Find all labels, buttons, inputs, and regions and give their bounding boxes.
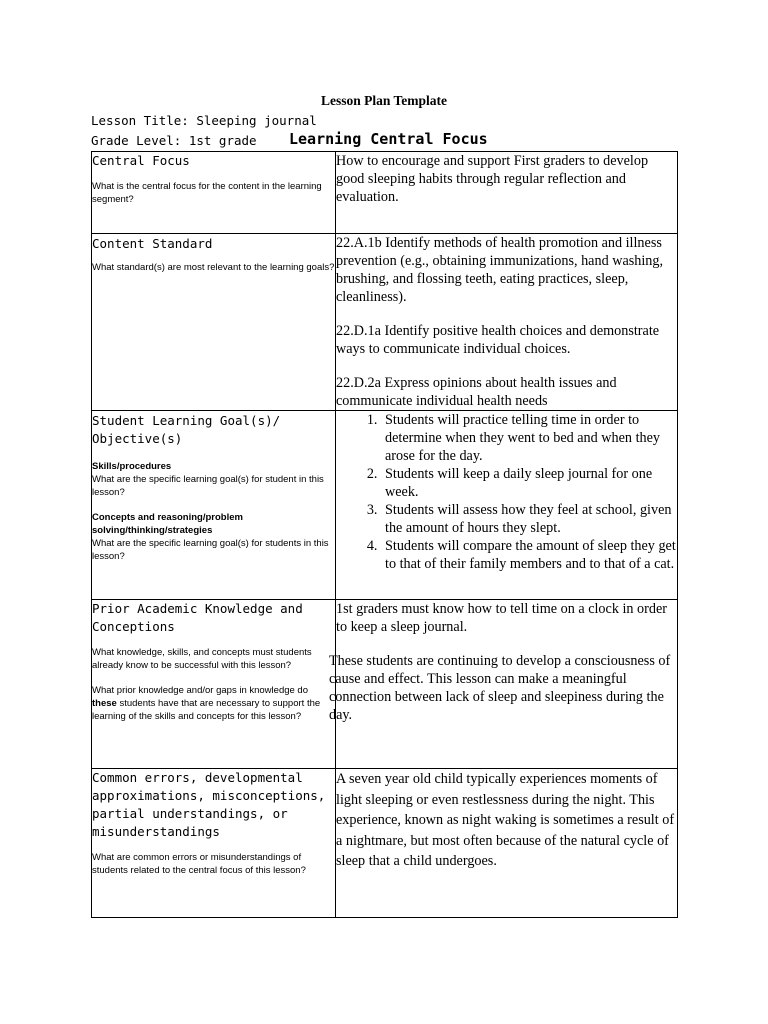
row-heading-common-errors: Common errors, developmental approximations, misconceptions, partial understandings, or misunderstandings [92,770,326,839]
row-content-cell [336,152,678,234]
lesson-plan-table [91,151,678,918]
row-content-cell [329,600,678,769]
row-heading-content-standard: Content Standard [92,236,213,251]
page-title: Lesson Plan Template [320,93,448,108]
lesson-title: Lesson Title: Sleeping journal [91,113,317,128]
table-row-central-focus [92,152,678,234]
skills-label: Skills/procedures [92,461,172,472]
prior-knowledge-text: 1st graders must know how to tell time on a clock in order to keep a sleep journal. [336,601,667,635]
table-row-learning-goals [92,411,678,600]
prompt-text: What prior knowledge and/or gaps in knowledge do [92,685,308,696]
grade-level: Grade Level: 1st grade [91,133,257,148]
concepts-prompt: What are the specific learning goal(s) for students in this lesson? [92,538,329,562]
row-heading-prior-knowledge: Prior Academic Knowledge and Conceptions [92,601,303,634]
prompt-emphasis: these [92,698,117,709]
central-focus-text: How to encourage and support First graders to develop good sleeping habits through regular reflection and evaluation. [336,153,649,205]
row-prompt-central-focus: What is the central focus for the content in the learning segment? [92,181,322,205]
table-row-content-standard [92,234,678,411]
row-label-cell [92,152,336,234]
table-row-common-errors [92,769,678,918]
standard-paragraph: 22.D.2a Express opinions about health issues and communicate individual health needs [336,375,617,409]
list-item: 4. Students will compare the amount of sleep they get to that of their family members and to that of a cat. [381,537,677,573]
prior-knowledge-text: These students are continuing to develop a consciousness of cause and effect. This lesson can make a meaningful connection between lack of sleep and sleepiness during the day. [329,653,671,723]
standard-paragraph: 22.A.1b Identify methods of health promotion and illness prevention (e.g., obtaining immunizations, hand washing, brushing, and flossing teeth, eating practices, sleep, cleanliness). [336,235,664,305]
row-prompt-common-errors: What are common errors or misunderstandings of students related to the central focus of this lesson? [92,852,306,876]
row-label-cell [92,234,336,411]
prompt-text: students have that are necessary to support the learning of the skills and concepts for this lesson? [92,698,321,722]
row-label-cell [92,411,336,600]
concepts-label: Concepts and reasoning/problem solving/thinking/strategies [92,512,243,536]
common-errors-text: A seven year old child typically experiences moments of light sleeping or even restlessness during the night. This experience, known as night waking is sometimes a result of a nightmare, but most often because of the natural cycle of sleep that a child undergoes. [336,771,675,869]
section-title: Learning Central Focus [289,130,488,148]
row-content-cell [336,769,678,918]
row-label-cell [92,600,336,769]
learning-goals-list [336,411,677,573]
standard-paragraph: 22.D.1a Identify positive health choices and demonstrate ways to communicate individual choices. [336,323,660,357]
row-label-cell [92,769,336,918]
row-prompt-prior-knowledge: What knowledge, skills, and concepts must students already know to be successful with this lesson? [92,647,312,671]
row-prompt-prior-gaps [92,684,335,723]
row-content-cell [336,234,678,411]
table-row-prior-knowledge [92,600,678,769]
row-heading-central-focus: Central Focus [92,153,190,168]
row-content-cell [336,411,678,600]
list-item: 3. Students will assess how they feel at school, given the amount of hours they slept. [381,501,677,537]
row-prompt-content-standard: What standard(s) are most relevant to the learning goals? [92,262,335,273]
list-item: 1. Students will practice telling time in order to determine when they went to bed and when they arose for the day. [381,411,677,465]
list-item: 2. Students will keep a daily sleep journal for one week. [381,465,677,501]
row-heading-learning-goals: Student Learning Goal(s)/ Objective(s) [92,413,281,446]
skills-prompt: What are the specific learning goal(s) for student in this lesson? [92,474,324,498]
